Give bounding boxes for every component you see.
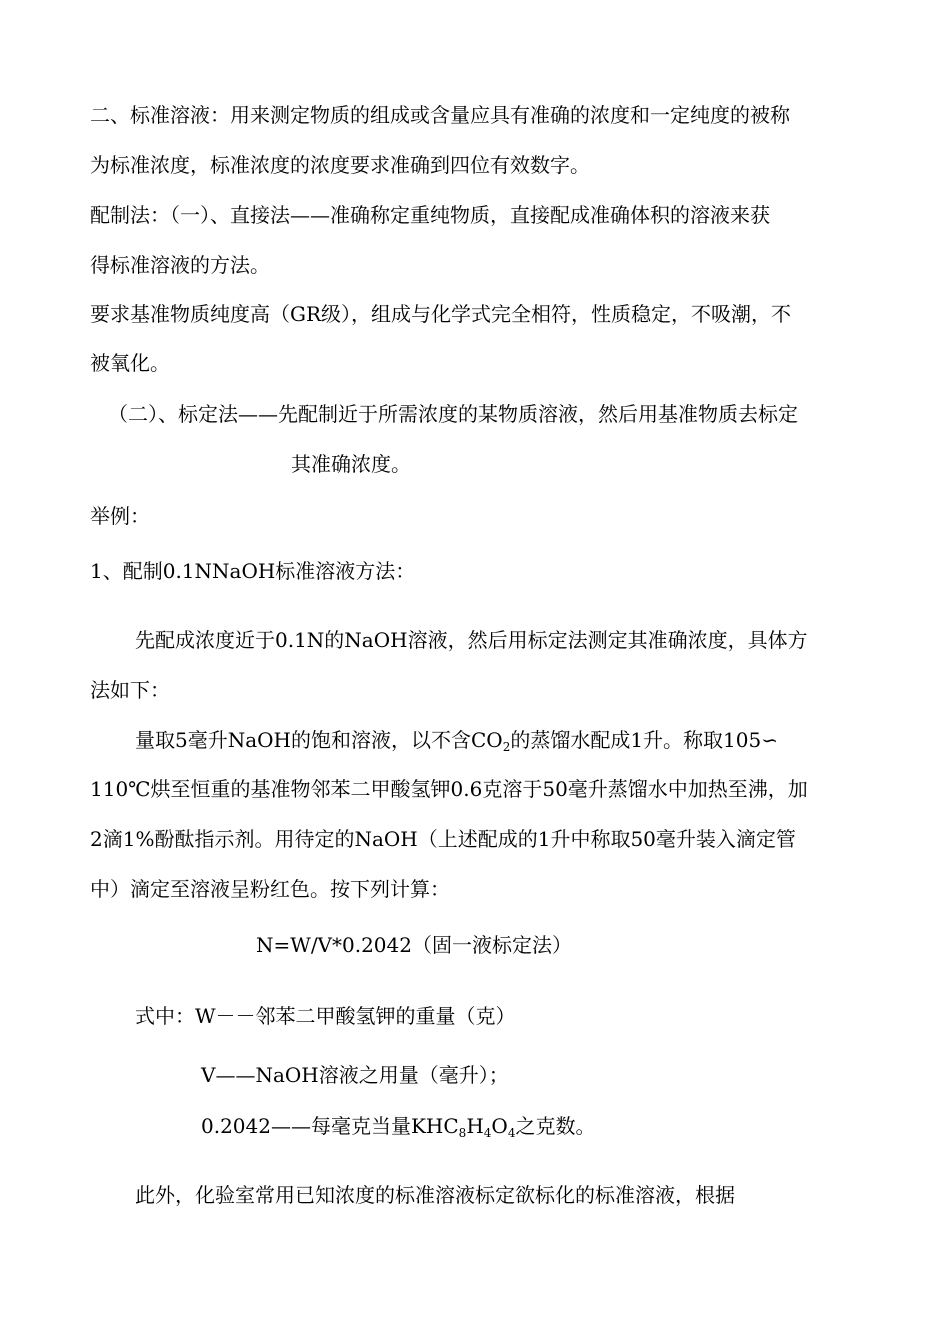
paragraph-line bbox=[201, 1112, 595, 1143]
text-segment: O bbox=[491, 1114, 508, 1138]
subscript: 8 bbox=[458, 1126, 467, 1140]
paragraph-line: （二）、标定法——先配制近于所需浓度的某物质溶液，然后用基准物质去标定 bbox=[108, 402, 798, 426]
subscript: 4 bbox=[507, 1126, 516, 1140]
text-segment: 之克数。 bbox=[515, 1114, 596, 1138]
paragraph-line: 此外，化验室常用已知浓度的标准溶液标定欲标化的标准溶液，根据 bbox=[135, 1183, 735, 1207]
paragraph-line: 先配成浓度近于0.1N的NaOH溶液，然后用标定法测定其准确浓度，具体方 bbox=[135, 628, 808, 652]
paragraph-line: 其准确浓度。 bbox=[291, 452, 411, 476]
paragraph-line: 举例： bbox=[90, 504, 150, 528]
paragraph-line: 被氧化。 bbox=[90, 351, 170, 375]
section-heading: 1、配制0.1NNaOH标准溶液方法： bbox=[90, 559, 416, 583]
paragraph-line: 二、标准溶液：用来测定物质的组成或含量应具有准确的浓度和一定纯度的被称 bbox=[90, 103, 790, 127]
paragraph-line: 配制法：（一）、直接法——准确称定重纯物质，直接配成准确体积的溶液来获 bbox=[90, 203, 770, 227]
paragraph-line: 为标准浓度，标准浓度的浓度要求准确到四位有效数字。 bbox=[90, 153, 590, 177]
subscript: 2 bbox=[502, 740, 511, 754]
text-segment: 的蒸馏水配成1升。称取105∽ bbox=[510, 728, 778, 752]
text-segment: 量取5毫升NaOH的饱和溶液，以不含CO bbox=[135, 728, 503, 752]
paragraph-line: V——NaOH溶液之用量（毫升）； bbox=[201, 1063, 509, 1087]
paragraph-line: 得标准溶液的方法。 bbox=[90, 253, 270, 277]
paragraph-line: 要求基准物质纯度高（GR级），组成与化学式完全相符，性质稳定，不吸潮，不 bbox=[90, 302, 792, 326]
paragraph-line bbox=[135, 726, 778, 757]
paragraph-line: 式中：W－－邻苯二甲酸氢钾的重量（克） bbox=[135, 1004, 516, 1028]
paragraph-line: 法如下： bbox=[90, 678, 170, 702]
paragraph-line: 中）滴定至溶液呈粉红色。按下列计算： bbox=[90, 877, 450, 901]
paragraph-line: 2滴1%酚酞指示剂。用待定的NaOH（上述配成的1升中称取50毫升装入滴定管 bbox=[90, 827, 796, 851]
text-segment: H bbox=[466, 1114, 484, 1138]
subscript: 4 bbox=[483, 1126, 492, 1140]
paragraph-line: 110℃烘至恒重的基准物邻苯二甲酸氢钾0.6克溶于50毫升蒸馏水中加热至沸，加 bbox=[90, 777, 808, 801]
formula: N=W/V*0.2042（固一液标定法） bbox=[256, 933, 572, 957]
text-segment: 0.2042——每毫克当量KHC bbox=[201, 1114, 459, 1138]
